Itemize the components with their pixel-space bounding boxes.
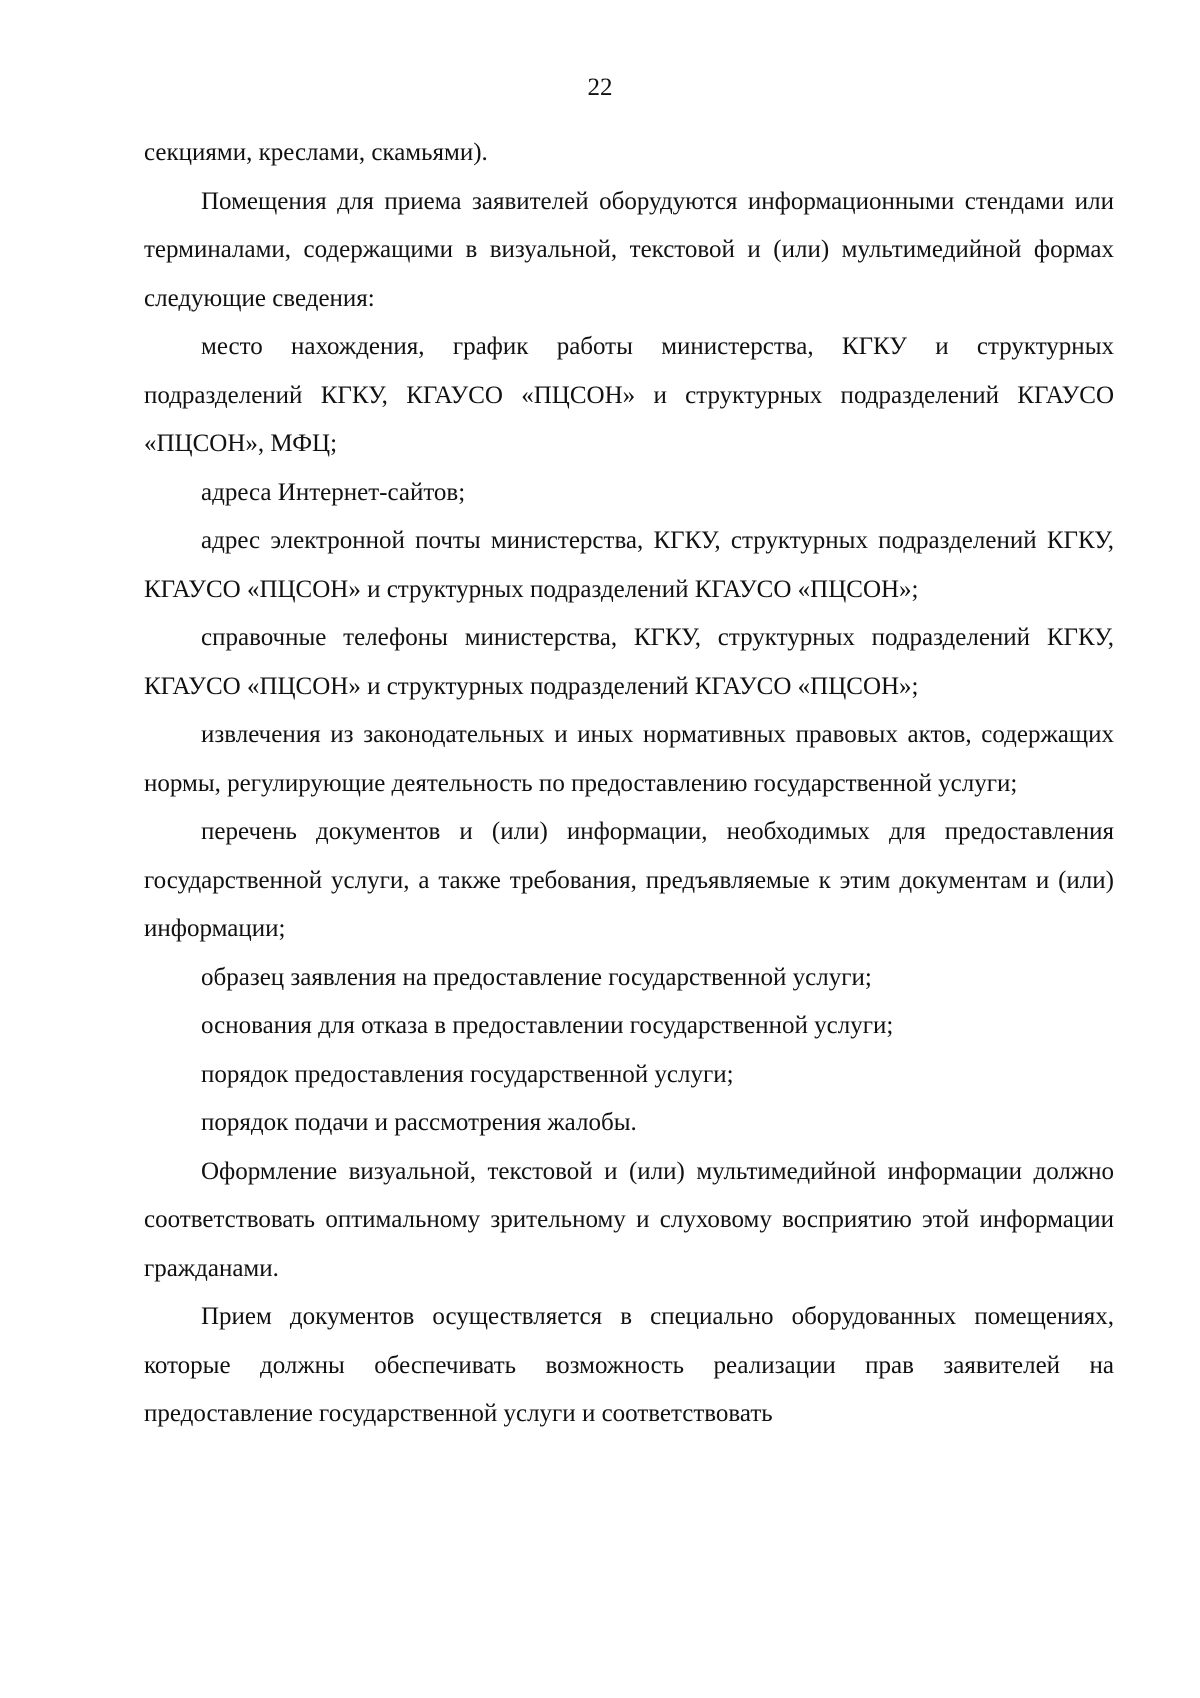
list-item-complaint-procedure: порядок подачи и рассмотрения жалобы.: [201, 1109, 637, 1136]
list-item-application-sample: образец заявления на предоставление государственной услуги;: [201, 963, 872, 991]
list-item-phones: справочные телефоны министерства, КГКУ, структурных подразделений КГКУ, КГАУСО «ПЦСОН» и структурных подразделений КГАУСО «ПЦСОН»;: [144, 624, 1114, 700]
page-number: 22: [587, 74, 613, 101]
list-item-websites: адреса Интернет-сайтов;: [201, 478, 466, 506]
list-item-location-schedule: место нахождения, график работы министерства, КГКУ и структурных подразделений КГКУ, КГАУСО «ПЦСОН» и структурных подразделений КГАУСО «ПЦСОН», МФЦ;: [144, 333, 1114, 457]
paragraph-information-design: Оформление визуальной, текстовой и (или) мультимедийной информации должно соответствовать оптимальному зрительному и слуховому восприятию этой информации гражданами.: [144, 1157, 1114, 1282]
paragraph-continuation: секциями, креслами, скамьями).: [144, 139, 488, 166]
paragraph-document-reception: Прием документов осуществляется в специально оборудованных помещениях, которые должны обеспечивать возможность реализации прав заявителей на предоставление государственной услуги и соответствовать: [144, 1303, 1114, 1427]
list-item-service-procedure: порядок предоставления государственной услуги;: [201, 1060, 734, 1088]
list-item-documents-list: перечень документов и (или) информации, необходимых для предоставления государственной услуги, а также требования, предъявляемые к этим документам и (или) информации;: [144, 818, 1114, 942]
list-item-email: адрес электронной почты министерства, КГКУ, структурных подразделений КГКУ, КГАУСО «ПЦСОН» и структурных подразделений КГАУСО «ПЦСОН»;: [144, 527, 1114, 603]
document-body: [144, 129, 1114, 1439]
paragraph-premises-stands: Помещения для приема заявителей оборудуются информационными стендами или терминалами, содержащими в визуальной, текстовой и (или) мультимедийной формах следующие сведения:: [144, 187, 1114, 312]
list-item-legal-extracts: извлечения из законодательных и иных нормативных правовых актов, содержащих нормы, регулирующие деятельность по предоставлению государственной услуги;: [144, 721, 1114, 797]
list-item-refusal-grounds: основания для отказа в предоставлении государственной услуги;: [201, 1012, 894, 1039]
